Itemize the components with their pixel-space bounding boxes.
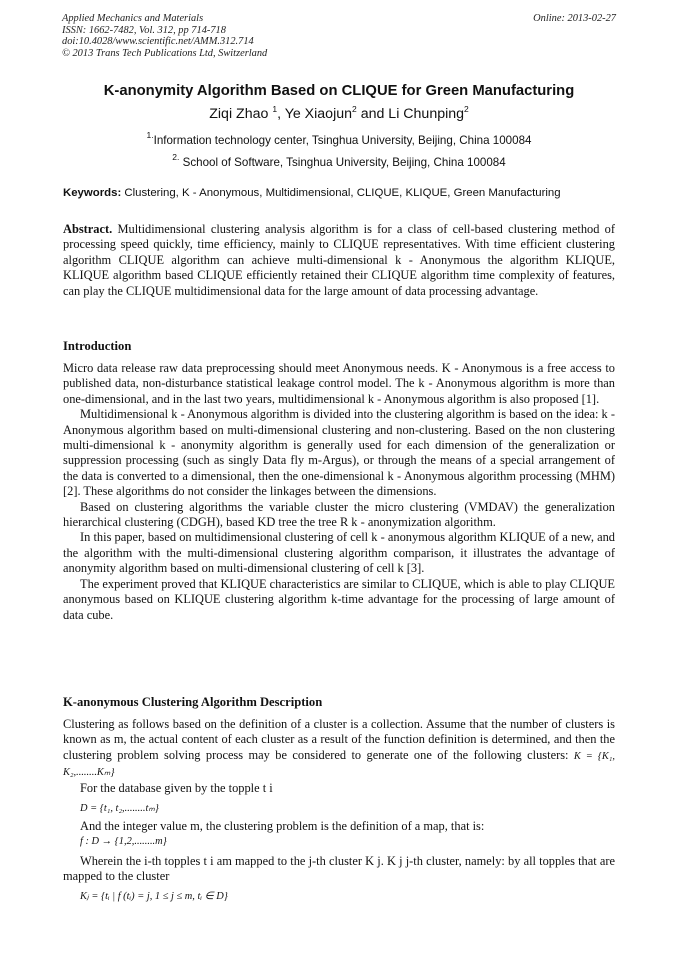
keywords (63, 187, 561, 199)
intro-paragraph: In this paper, based on multidimensional clustering of cell k - anonymous algorithm KLIQUE of a new, and the algorithm with the multi-dimensional clustering algorithm comparison, it illustrates the advantage of anonymity algorithm based on multi-dimensional clustering of cell k [3]. (63, 530, 615, 576)
section2-body (63, 717, 615, 796)
affiliation-2 (0, 152, 678, 169)
section2-body-3 (63, 854, 615, 885)
affiliation-1-marker: 1. (146, 130, 154, 140)
author-list (0, 104, 678, 122)
intro-paragraph: Multidimensional k - Anonymous algorithm is divided into the clustering algorithm is based on the idea: k - Anonymous algorithm based on multi-dimensional clustering and non-clustering. Based on the non clustering multi-dimensional k - anonymity algorithm is generally used for each dimension of the generalization or suppression processing (such as singly Data fly m-Argus), or through the means of a special arrangement of the data is converted to a dimensional, then the one-dimensional k - Anonymous algorithm processing (MHM) [2]. These algorithms do not consider the linkages between the dimensions. (63, 407, 615, 499)
paper-title: K-anonymity Algorithm Based on CLIQUE for Green Manufacturing (103, 83, 575, 99)
doi-line: doi:10.4028/www.scientific.net/AMM.312.714 (62, 36, 254, 48)
keywords-text: Clustering, K - Anonymous, Multidimensional, CLIQUE, KLIQUE, Green Manufacturing (121, 187, 561, 199)
section2-body-2 (63, 819, 615, 834)
intro-paragraph: Based on clustering algorithms the variable cluster the micro clustering (VMDAV) the generalization hierarchical clustering (CDGH), based KD tree the tree R k - anonymization algorithm. (63, 499, 615, 530)
introduction-body (63, 361, 615, 623)
copyright-line: © 2013 Trans Tech Publications Ltd, Switzerland (62, 47, 268, 59)
equation-mapping: f : D → {1,2,........m} (80, 836, 167, 847)
author-1-affil: 1 (272, 104, 278, 114)
affiliation-1-text: Information technology center, Tsinghua University, Beijing, China 100084 (153, 134, 532, 147)
cluster-set-formula: K = {K₁, K₂,........Kₘ} (63, 750, 615, 779)
section2-paragraph: And the integer value m, the clustering problem is the definition of a map, that is: (80, 819, 485, 833)
intro-paragraph: Micro data release raw data preprocessing should meet Anonymous needs. K - Anonymous is a free access to published data, non-disturbance statistical leakage control model. The k - Anonymous algorithm is more than one-dimensional, and in the last two years, multidimensional k - Anonymous algorithm is also proposed [1]. (63, 361, 615, 406)
author-1: Ziqi Zhao (209, 106, 269, 122)
section2-paragraph (63, 717, 615, 781)
equation-cluster-definition: Kⱼ = {tᵢ | f (tᵢ) = j, 1 ≤ j ≤ m, tᵢ ∈ D} (80, 891, 228, 902)
section2-paragraph: For the database given by the topple t i (80, 780, 273, 795)
abstract (63, 222, 615, 299)
abstract-text: Multidimensional clustering analysis algorithm is for a class of cell-based clustering method of processing speed quickly, time efficiency, mainly to CLIQUE representatives. With time efficient clustering algorithm CLIQUE algorithm can achieve multi-dimensional k - Anonymous the algorithm KLIQUE, KLIQUE algorithm based CLIQUE efficiently retained their CLIQUE algorithm time complexity of features, can play the CLIQUE multidimensional data for the large amount of data processing advantage. (63, 222, 615, 298)
affiliation-2-text: School of Software, Tsinghua University, Beijing, China 100084 (182, 156, 506, 169)
section-heading-clustering: K-anonymous Clustering Algorithm Description (63, 695, 323, 709)
keywords-label: Keywords: (63, 187, 122, 199)
author-3-affil: 2 (464, 104, 469, 114)
abstract-label: Abstract. (63, 222, 113, 236)
equation-database: D = {t₁, t₂,........tₘ} (80, 803, 159, 814)
section2-paragraph-text: Clustering as follows based on the definition of a cluster is a collection. Assume that the number of clusters is known as m, the actual content of each cluster as a result of the function definition is determined, and then the clustering problem solving process may be considered to generate one of the following clusters: (63, 717, 615, 762)
affiliation-1 (0, 130, 678, 147)
author-2-affil: 2 (352, 104, 357, 114)
author-3: and Li Chunping (356, 106, 465, 122)
online-date: Online: 2013-02-27 (533, 13, 616, 24)
journal-header (62, 13, 267, 59)
section2-paragraph: Wherein the i-th topples t i am mapped to the j-th cluster K j. K j j-th cluster, namely: by all topples that are mapped to the cluster (63, 854, 615, 884)
intro-paragraph: The experiment proved that KLIQUE characteristics are similar to CLIQUE, which is able to play CLIQUE anonymous based on KLIQUE clustering algorithm k-time advantage for the processing of large amount of data cube. (63, 576, 615, 622)
author-2: , Ye Xiaojun (277, 106, 353, 122)
affiliation-2-marker: 2. (172, 152, 180, 162)
issn-line: ISSN: 1662-7482, Vol. 312, pp 714-718 (62, 24, 226, 36)
journal-name: Applied Mechanics and Materials (62, 13, 204, 24)
section-heading-introduction: Introduction (63, 339, 132, 353)
